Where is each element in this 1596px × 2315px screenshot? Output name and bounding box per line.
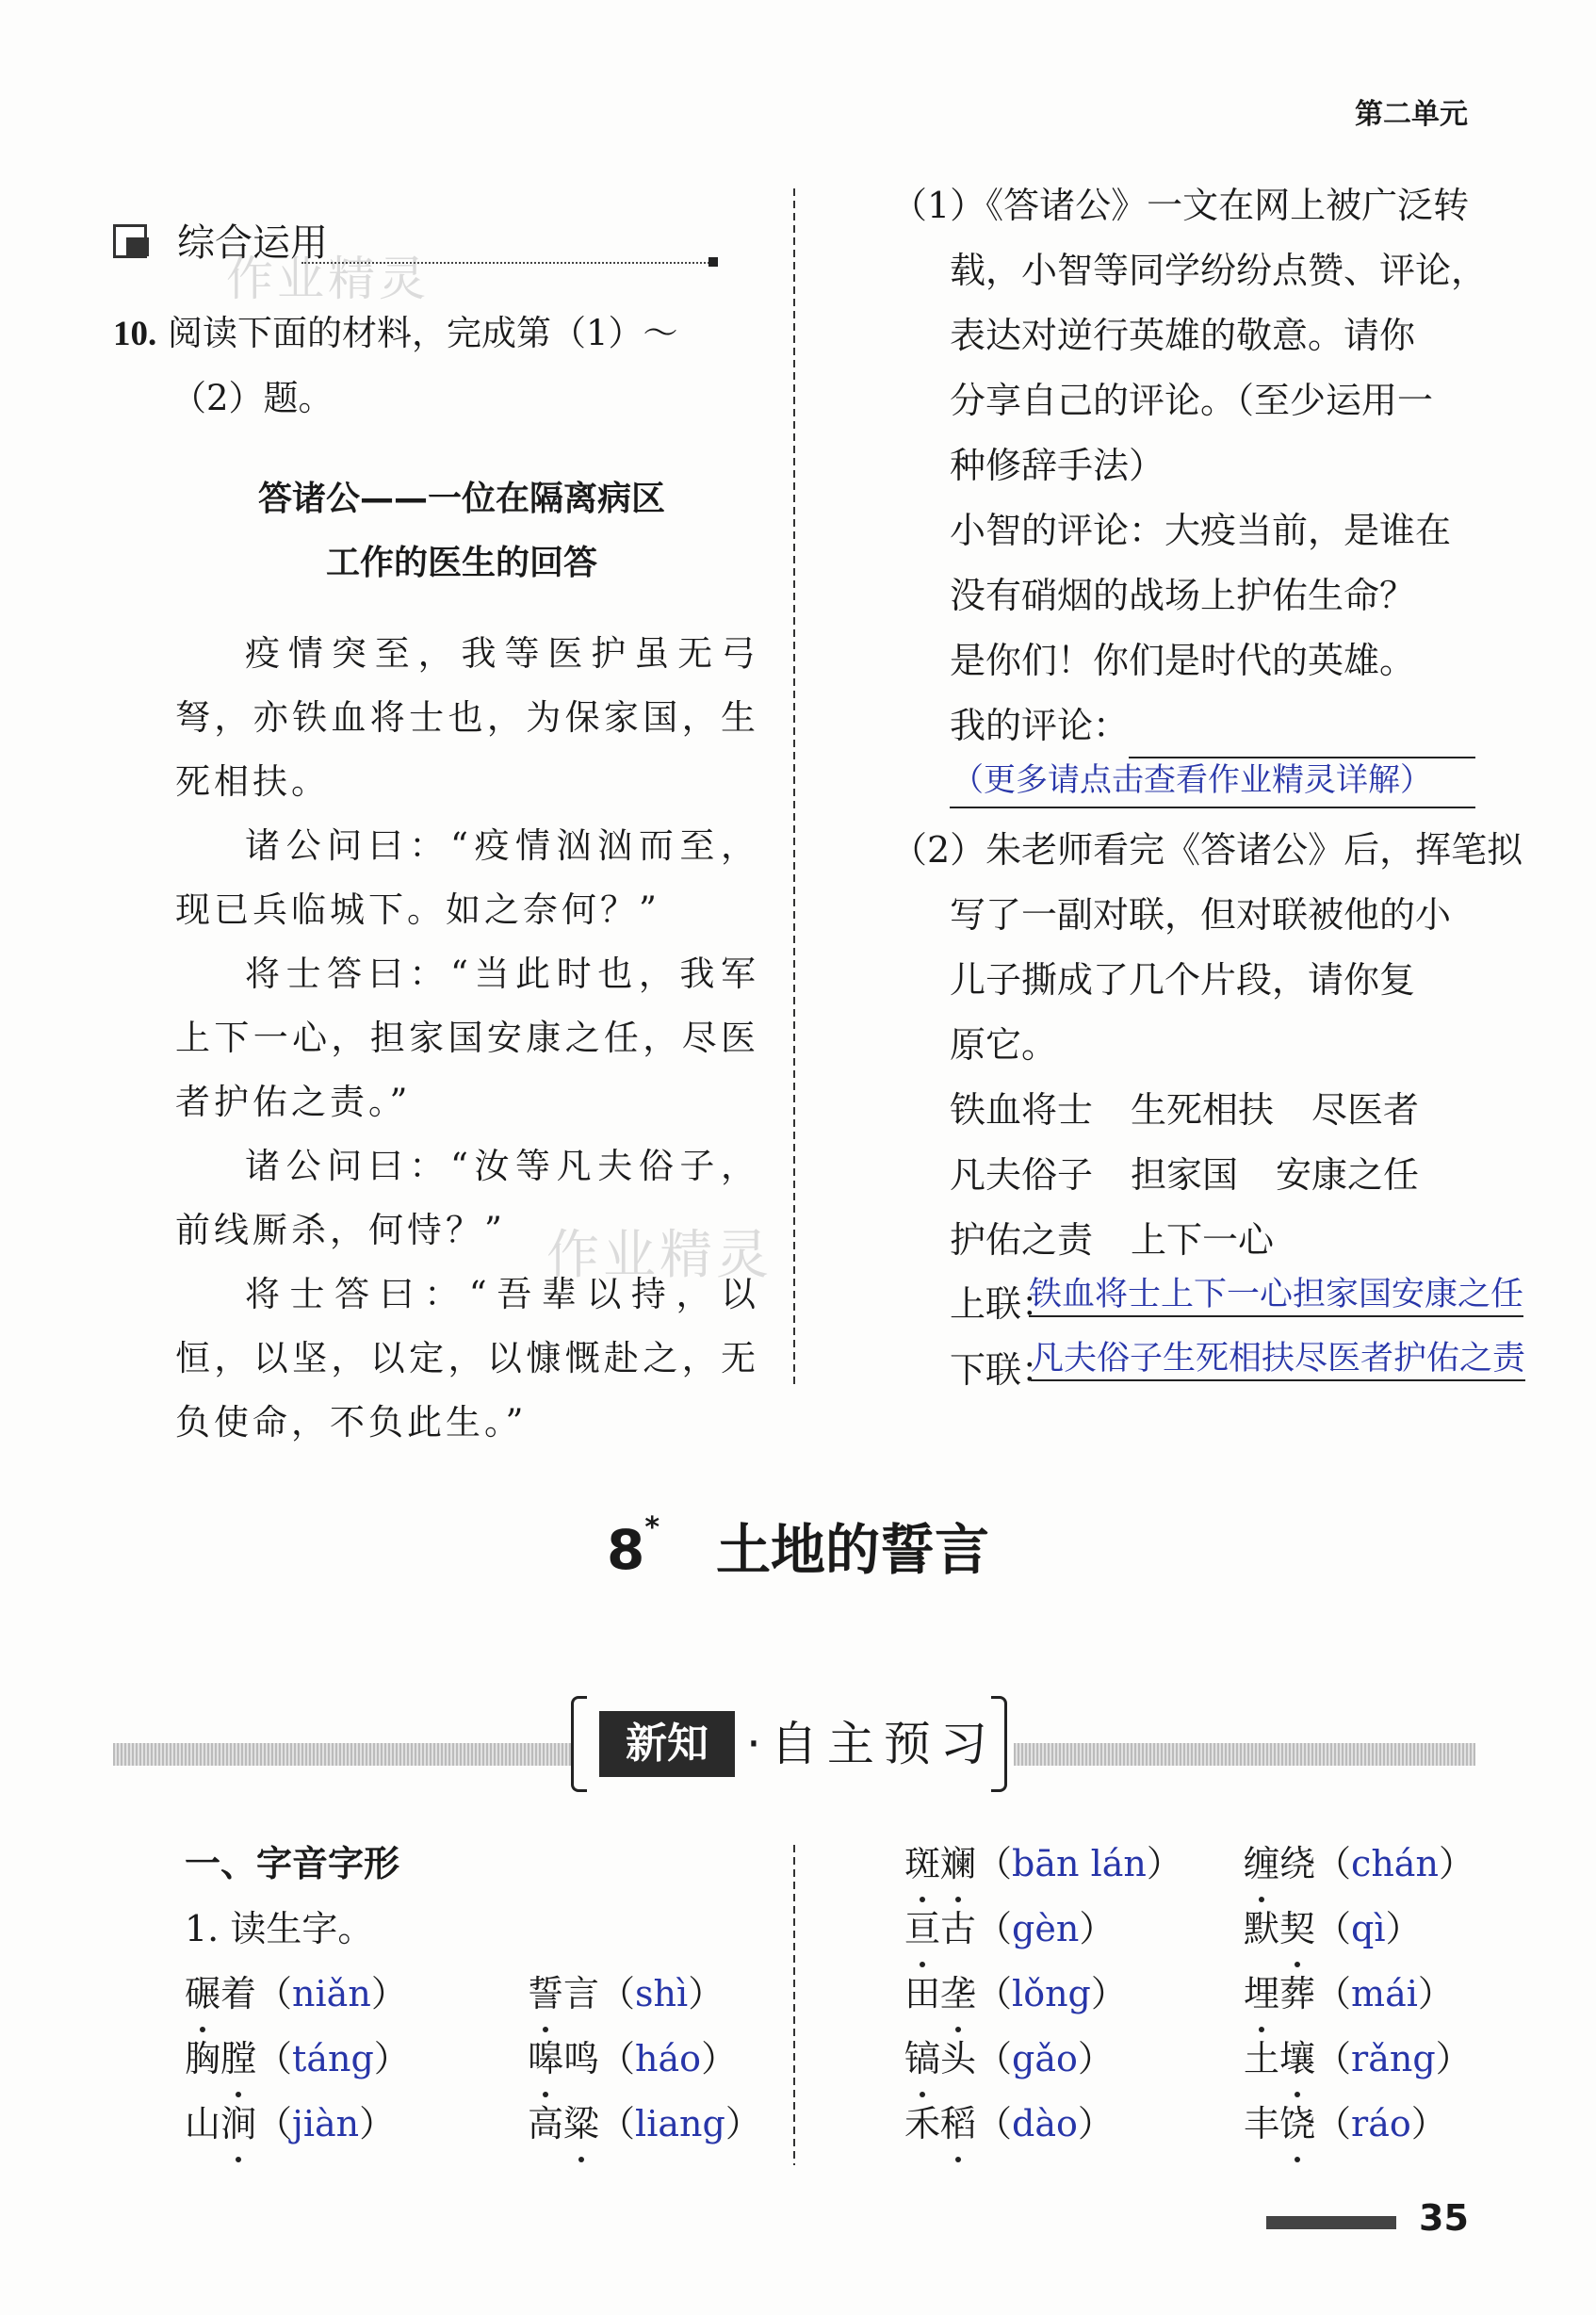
word-suffix: 言 xyxy=(563,1973,600,2014)
target-char: 粱 xyxy=(563,2092,599,2157)
section-heading xyxy=(113,213,603,306)
paren-close: ） xyxy=(1146,1843,1182,1884)
paren-open: （ xyxy=(1315,1973,1352,2014)
word-suffix: 鸣 xyxy=(563,2038,600,2079)
target-char: 稻 xyxy=(940,2092,976,2157)
preview-heading xyxy=(185,1832,399,1962)
lesson-number: 8 xyxy=(606,1518,645,1582)
sub2-line: 原它。 xyxy=(950,1024,1058,1066)
vocab-word xyxy=(528,1962,724,2027)
article-paragraph: 将士答曰：“吾辈以持，以恒，以坚，以定，以慷慨赴之，无负使命，不负此生。” xyxy=(175,1274,759,1443)
word-suffix: 古 xyxy=(940,1908,977,1949)
article-body xyxy=(175,622,759,1455)
vocab-word xyxy=(904,2092,1114,2157)
fragment: 铁血将士 xyxy=(950,1089,1094,1131)
paren-open: （ xyxy=(976,2038,1013,2079)
my-comment-blank[interactable] xyxy=(1129,700,1475,758)
fragment-row xyxy=(891,1208,1475,1273)
column-divider-bottom xyxy=(793,1845,795,2165)
target-char: 垄 xyxy=(940,1962,976,2027)
target-char: 契 xyxy=(1279,1897,1315,1962)
lesson-mark: * xyxy=(644,1511,660,1544)
word-prefix: 默 xyxy=(1244,1908,1280,1949)
pinyin-answer[interactable]: dào xyxy=(1012,2103,1078,2144)
vocab-word xyxy=(528,2027,737,2092)
article-paragraph: 疫情突至，我等医护虽无弓弩，亦铁血将士也，为保家国，生死相扶。 xyxy=(175,633,759,802)
word-prefix: 丰 xyxy=(1244,2103,1280,2144)
paren-open: （ xyxy=(256,2038,293,2079)
pinyin-answer[interactable]: bān lán xyxy=(1012,1843,1147,1884)
target-char: 膛 xyxy=(220,2027,256,2092)
pinyin-answer[interactable]: lǒng xyxy=(1012,1973,1091,2014)
target-char: 斑 xyxy=(904,1832,940,1897)
fragment: 尽医者 xyxy=(1311,1089,1420,1131)
paren-open: （ xyxy=(599,1973,636,2014)
paren-close: ） xyxy=(725,2103,761,2144)
section-end-dot xyxy=(708,257,718,267)
banner-subtitle: ·自主预习 xyxy=(746,1717,997,1771)
paren-close: ） xyxy=(1077,2038,1114,2079)
paren-close: ） xyxy=(1077,2103,1114,2144)
vocab-word xyxy=(1244,1897,1422,1962)
vocab-word xyxy=(185,2027,410,2092)
lesson-title xyxy=(0,1506,1596,1585)
banner-band-left xyxy=(113,1743,573,1766)
paren-close: ） xyxy=(1435,2038,1472,2079)
sub1-line: 载，小智等同学纷纷点赞、评论， xyxy=(950,250,1488,291)
vocab-word xyxy=(528,2092,761,2157)
paren-close: ） xyxy=(1417,1973,1454,2014)
paren-open: （ xyxy=(599,2103,636,2144)
sub1-line: 没有硝烟的战场上护佑生命？ xyxy=(950,575,1416,616)
vocab-word xyxy=(1244,2027,1472,2092)
paren-open: （ xyxy=(976,1843,1013,1884)
paren-close: ） xyxy=(370,1973,407,2014)
sub1-line: 种修辞手法） xyxy=(950,445,1165,486)
word-prefix: 田 xyxy=(904,1973,941,2014)
article-title-line-1: 答诸公——一位在隔离病区 xyxy=(257,480,665,518)
banner-box: 新知 xyxy=(599,1711,735,1777)
vocab-word xyxy=(904,1962,1127,2027)
article-title xyxy=(179,467,744,595)
answer-underline xyxy=(950,807,1475,808)
article-paragraph: 将士答曰：“当此时也，我军上下一心，担家国安康之任，尽医者护佑之责。” xyxy=(175,954,759,1122)
target-char-2: 斓 xyxy=(940,1832,976,1897)
section-square-icon xyxy=(113,224,155,258)
vocab-word xyxy=(1244,1832,1474,1897)
pinyin-answer[interactable]: liang xyxy=(635,2103,725,2144)
target-char: 饶 xyxy=(1279,2092,1315,2157)
paren-close: ） xyxy=(1079,1908,1116,1949)
target-char: 壤 xyxy=(1279,2027,1315,2092)
my-comment-label: 我的评论： xyxy=(950,705,1130,746)
lesson-name: 土地的誓言 xyxy=(716,1518,990,1582)
target-char: 碾 xyxy=(185,1962,220,2027)
word-suffix: 绕 xyxy=(1279,1843,1316,1884)
column-divider-top xyxy=(793,188,795,1385)
fragment-row xyxy=(891,1143,1475,1208)
sub1-line: 表达对逆行英雄的敬意。请你 xyxy=(950,315,1416,356)
sub2-line: 儿子撕成了几个片段，请你复 xyxy=(950,959,1416,1001)
fragment: 担家国 xyxy=(1131,1154,1239,1196)
question-10-line-2: （2）题。 xyxy=(171,378,334,418)
lower-couplet-label: 下联： xyxy=(950,1349,1058,1391)
word-suffix: 着 xyxy=(220,1973,257,2014)
vocab-word xyxy=(185,2092,395,2157)
sub1-line: 小智的评论：大疫当前，是谁在 xyxy=(950,510,1452,551)
pinyin-answer[interactable]: háo xyxy=(635,2038,702,2079)
target-char: 嗥 xyxy=(528,2027,563,2092)
paren-close: ） xyxy=(1438,1843,1474,1884)
paren-open: （ xyxy=(1315,1843,1352,1884)
paren-open: （ xyxy=(976,2103,1013,2144)
sub1-line: 分享自己的评论。（至少运用一 xyxy=(950,380,1434,421)
word-suffix: 头 xyxy=(940,2038,977,2079)
sub1-answer-link[interactable]: （更多请点击查看作业精灵详解） xyxy=(952,761,1432,799)
paren-open: （ xyxy=(1315,2103,1352,2144)
page-number: 35 xyxy=(1419,2197,1469,2239)
pinyin-answer[interactable]: jiàn xyxy=(292,2103,360,2144)
paren-open: （ xyxy=(1315,1908,1352,1949)
paren-open: （ xyxy=(976,1973,1013,2014)
sub2-line: （2）朱老师看完《答诸公》后，挥笔拟 xyxy=(891,829,1523,871)
paren-open: （ xyxy=(976,1908,1013,1949)
upper-couplet-label: 上联： xyxy=(950,1283,1058,1325)
paren-close: ） xyxy=(1090,1973,1127,2014)
fragment: 生死相扶 xyxy=(1131,1089,1275,1131)
sub2-line: 写了一副对联，但对联被他的小 xyxy=(950,894,1452,936)
word-suffix: 葬 xyxy=(1279,1973,1316,2014)
fragment: 护佑之责 xyxy=(950,1219,1094,1261)
paren-close: ） xyxy=(373,2038,410,2079)
watermark-article: 作业精灵 xyxy=(546,1225,773,1286)
word-prefix: 山 xyxy=(185,2103,221,2144)
pinyin-answer[interactable]: ráo xyxy=(1351,2103,1411,2144)
paren-close: ） xyxy=(701,2038,738,2079)
word-prefix: 高 xyxy=(528,2103,564,2144)
vocab-word xyxy=(904,1832,1182,1897)
pinyin-answer[interactable]: táng xyxy=(292,2038,374,2079)
watermark-top: 作业精灵 xyxy=(226,252,430,306)
subquestion-2 xyxy=(891,818,1523,1273)
target-char: 涧 xyxy=(220,2092,256,2157)
paren-open: （ xyxy=(1315,2038,1352,2079)
footer-bar xyxy=(1266,2216,1396,2229)
question-10-stem xyxy=(113,302,763,431)
paren-close: ） xyxy=(359,2103,396,2144)
sub1-line: （1）《答诸公》一文在网上被广泛转 xyxy=(891,185,1470,226)
target-char: 誓 xyxy=(528,1962,563,2027)
question-10-line-1: 阅读下面的材料，完成第（1）～ xyxy=(168,313,678,353)
pinyin-answer[interactable]: rǎng xyxy=(1351,2038,1436,2079)
target-char: 埋 xyxy=(1244,1962,1279,2027)
my-comment-row xyxy=(891,693,1475,758)
section-title: 综合运用 xyxy=(177,221,328,265)
banner-bracket-left xyxy=(571,1696,587,1792)
question-number: 10. xyxy=(113,315,157,353)
paren-close: ） xyxy=(1410,2103,1447,2144)
pinyin-answer[interactable]: gèn xyxy=(1012,1908,1080,1949)
vocab-word xyxy=(185,1962,407,2027)
target-char: 镐 xyxy=(904,2027,940,2092)
article-paragraph: 诸公问曰：“汝等凡夫俗子，前线厮杀，何恃？” xyxy=(175,1146,759,1250)
fragment: 上下一心 xyxy=(1131,1219,1275,1261)
fragment-row xyxy=(891,1078,1475,1143)
paren-close: ） xyxy=(688,1973,725,2014)
word-prefix: 土 xyxy=(1244,2038,1280,2079)
article-title-line-2: 工作的医生的回答 xyxy=(325,544,597,582)
pinyin-answer[interactable]: gǎo xyxy=(1012,2038,1078,2079)
word-prefix: 胸 xyxy=(185,2038,221,2079)
word-prefix: 禾 xyxy=(904,2103,941,2144)
preview-item xyxy=(185,1897,399,1962)
pinyin-answer[interactable]: chán xyxy=(1351,1843,1439,1884)
vocab-word xyxy=(904,2027,1114,2092)
vocab-word xyxy=(1244,2092,1447,2157)
paren-open: （ xyxy=(256,1973,293,2014)
preview-heading-text: 一、字音字形 xyxy=(185,1843,400,1884)
fragment: 安康之任 xyxy=(1276,1154,1420,1196)
banner-band-right xyxy=(1014,1743,1475,1766)
pinyin-answer[interactable]: mái xyxy=(1351,1973,1418,2014)
paren-open: （ xyxy=(256,2103,293,2144)
vocab-word xyxy=(1244,1962,1454,2027)
upper-couplet-answer[interactable]: 铁血将士上下一心担家国安康之任 xyxy=(1029,1268,1523,1317)
target-char: 亘 xyxy=(904,1897,940,1962)
pinyin-answer[interactable]: qì xyxy=(1351,1908,1386,1949)
pinyin-answer[interactable]: niǎn xyxy=(292,1973,371,2014)
subquestion-1 xyxy=(891,173,1488,758)
preview-item-text: 1. 读生字。 xyxy=(185,1908,374,1949)
sub1-line: 是你们！你们是时代的英雄。 xyxy=(950,640,1416,681)
unit-header: 第二单元 xyxy=(1355,98,1468,131)
fragment: 凡夫俗子 xyxy=(950,1154,1094,1196)
target-char: 缠 xyxy=(1244,1832,1279,1897)
vocab-word xyxy=(904,1897,1115,1962)
article-paragraph: 诸公问曰：“疫情汹汹而至，现已兵临城下。如之奈何？” xyxy=(175,825,759,930)
paren-close: ） xyxy=(1385,1908,1422,1949)
pinyin-answer[interactable]: shì xyxy=(635,1973,689,2014)
paren-open: （ xyxy=(599,2038,636,2079)
lower-couplet-answer[interactable]: 凡夫俗子生死相扶尽医者护佑之责 xyxy=(1031,1332,1525,1381)
